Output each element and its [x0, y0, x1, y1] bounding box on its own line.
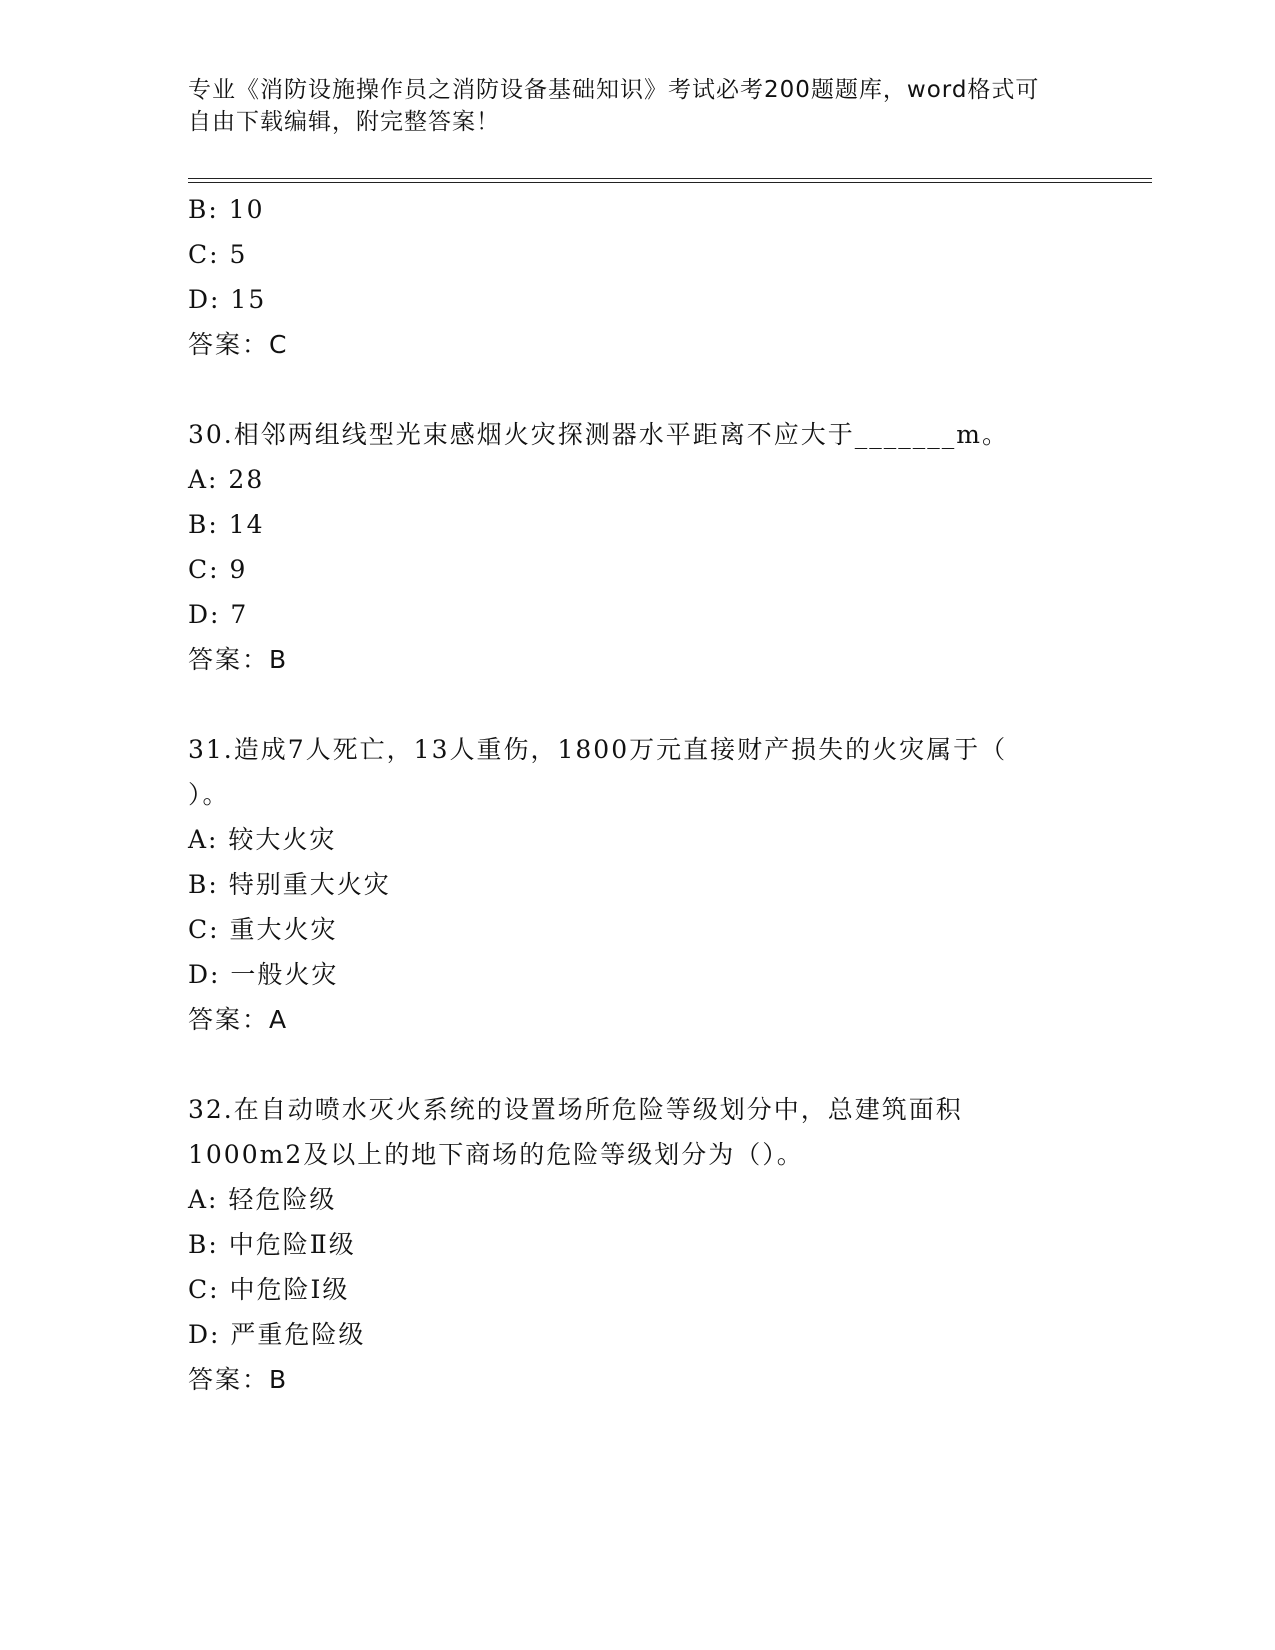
q29-answer: 答案：C	[188, 330, 289, 359]
q31-option-d: D: 一般火灾	[188, 960, 339, 989]
q32-stem-line-1: 32.在自动喷水灭火系统的设置场所危险等级划分中，总建筑面积	[188, 1095, 963, 1124]
q31-option-a: A: 较大火灾	[188, 825, 337, 854]
page-header	[188, 74, 1088, 138]
header-divider	[188, 178, 1152, 183]
q32-option-a: A: 轻危险级	[188, 1185, 337, 1214]
q29-option-d: D: 15	[188, 285, 267, 314]
q32-stem-line-2: 1000m2及以上的地下商场的危险等级划分为（）。	[188, 1140, 804, 1169]
q32-option-b: B: 中危险Ⅱ级	[188, 1230, 356, 1259]
q31-option-c: C: 重大火灾	[188, 915, 338, 944]
q31-option-b: B: 特别重大火灾	[188, 870, 391, 899]
q32-answer: 答案：B	[188, 1365, 289, 1394]
q31-stem-line-1: 31.造成7人死亡，13人重伤，1800万元直接财产损失的火灾属于（	[188, 735, 1008, 764]
q29-option-c: C: 5	[188, 240, 248, 269]
q32-option-d: D: 严重危险级	[188, 1320, 366, 1349]
q30-answer: 答案：B	[188, 645, 289, 674]
q30-option-d: D: 7	[188, 600, 249, 629]
q30-option-c: C: 9	[188, 555, 248, 584]
q30-stem: 30.相邻两组线型光束感烟火灾探测器水平距离不应大于_______m。	[188, 420, 1009, 449]
q32-option-c: C: 中危险Ⅰ级	[188, 1275, 350, 1304]
q31-stem-line-2: ）。	[188, 780, 230, 809]
q30-option-a: A: 28	[188, 465, 265, 494]
q31-answer: 答案：A	[188, 1005, 289, 1034]
header-title-line-1: 专业《消防设施操作员之消防设备基础知识》考试必考200题题库，word格式可	[188, 77, 1040, 103]
q30-option-b: B: 14	[188, 510, 265, 539]
q29-option-b: B: 10	[188, 195, 265, 224]
header-title-line-2: 自由下载编辑，附完整答案！	[188, 109, 500, 135]
